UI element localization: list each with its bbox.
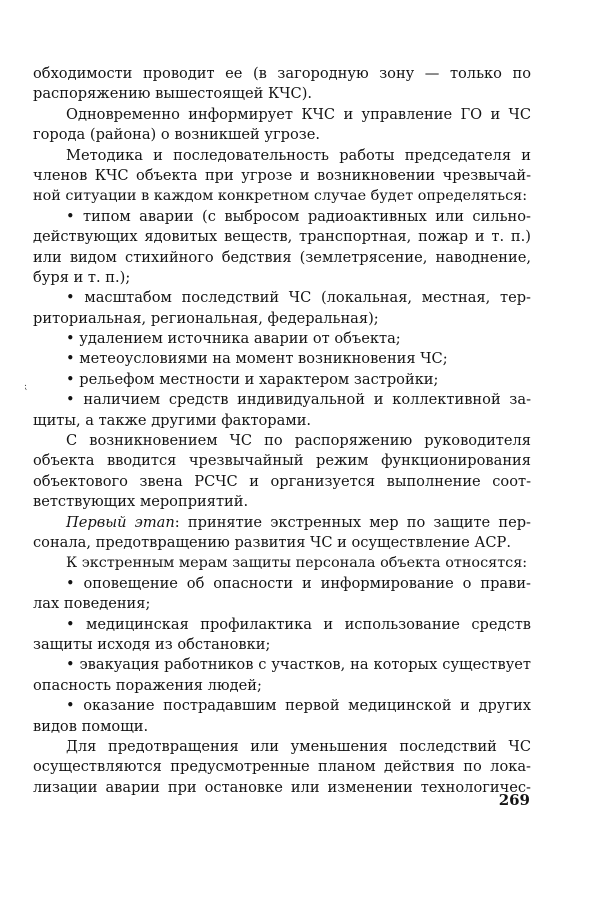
line-text: Для предотвращения или уменьшения последствий ЧС	[66, 737, 531, 755]
page-body-text	[33, 64, 531, 798]
text-line	[33, 655, 531, 675]
line-text: лах поведения;	[33, 595, 151, 613]
text-line	[33, 553, 531, 573]
text-line	[33, 615, 531, 635]
line-text: объекта вводится чрезвычайный режим функционирования	[33, 452, 531, 470]
line-text: • эвакуация работников с участков, на которых существует	[66, 656, 531, 674]
line-text: обходимости проводит ее (в загородную зону — только по	[33, 65, 531, 82]
text-line	[33, 125, 531, 145]
line-text: лизации аварии при остановке или изменении технологичес-	[33, 778, 531, 796]
text-line	[33, 472, 531, 492]
line-text: буря и т. п.);	[33, 268, 131, 286]
text-line	[33, 737, 531, 757]
line-text: осуществляются предусмотренные планом действия по лока-	[33, 758, 531, 776]
text-line	[33, 676, 531, 696]
text-line	[33, 533, 531, 553]
line-text: • оповещение об опасности и информирование о прави-	[66, 574, 531, 592]
text-line	[33, 594, 531, 614]
text-line	[33, 574, 531, 594]
line-text: • наличием средств индивидуальной и коллективной за-	[66, 391, 531, 409]
text-line	[33, 186, 531, 206]
line-text: • масштабом последствий ЧС (локальная, местная, тер-	[66, 289, 531, 307]
line-text: ветствующих мероприятий.	[33, 493, 249, 511]
margin-mark: ⁏	[24, 382, 28, 392]
line-text: щиты, а также другими факторами.	[33, 411, 312, 429]
text-line	[33, 84, 531, 104]
text-line	[33, 105, 531, 125]
line-text: • оказание пострадавшим первой медицинской и других	[66, 697, 531, 715]
text-line	[33, 513, 531, 533]
line-text: К экстренным мерам защиты персонала объекта относятся:	[66, 555, 528, 572]
line-text: риториальная, региональная, федеральная);	[33, 309, 379, 327]
text-line	[33, 227, 531, 247]
text-line	[33, 492, 531, 512]
page-number: 269	[498, 791, 530, 809]
text-line	[33, 268, 531, 288]
text-line	[33, 64, 531, 84]
line-text: действующих ядовитых веществ, транспортная, пожар и т. п.)	[33, 228, 531, 246]
text-line	[33, 166, 531, 186]
text-line	[33, 696, 531, 716]
text-line	[33, 635, 531, 655]
line-text: ной ситуации в каждом конкретном случае будет определяться:	[33, 188, 528, 205]
line-text: • метеоусловиями на момент возникновения ЧС;	[66, 350, 448, 368]
line-text: • рельефом местности и характером застройки;	[66, 370, 439, 388]
text-line	[33, 309, 531, 329]
line-text: • удалением источника аварии от объекта;	[66, 330, 401, 348]
text-line	[33, 349, 531, 369]
line-text: или видом стихийного бедствия (землетрясение, наводнение,	[33, 248, 531, 266]
line-text: : принятие экстренных мер по защите пер-	[174, 513, 531, 531]
text-line	[33, 370, 531, 390]
line-text: • медицинская профилактика и использование средств	[66, 615, 531, 633]
line-text: Методика и последовательность работы председателя и	[66, 146, 531, 164]
line-text: города (района) о возникшей угрозе.	[33, 126, 321, 144]
line-text: • типом аварии (с выбросом радиоактивных или сильно-	[66, 207, 531, 225]
line-text: объектового звена РСЧС и организуется выполнение соот-	[33, 472, 531, 490]
text-line	[33, 717, 531, 737]
line-text: сонала, предотвращению развития ЧС и осуществление АСР.	[33, 533, 512, 551]
line-text: видов помощи.	[33, 717, 149, 735]
italic-term: Первый этап	[66, 513, 175, 531]
text-line	[33, 778, 531, 798]
text-line	[33, 207, 531, 227]
line-text: Одновременно информирует КЧС и управление ГО и ЧС	[66, 105, 531, 123]
line-text: опасность поражения людей;	[33, 676, 262, 694]
text-line	[33, 431, 531, 451]
text-line	[33, 451, 531, 471]
text-line	[33, 390, 531, 410]
line-text: распоряжению вышестоящей КЧС).	[33, 85, 313, 103]
text-line	[33, 248, 531, 268]
text-line	[33, 288, 531, 308]
text-line	[33, 411, 531, 431]
line-text: С возникновением ЧС по распоряжению руководителя	[66, 432, 531, 450]
line-text: членов КЧС объекта при угрозе и возникновении чрезвычай-	[33, 166, 531, 184]
line-text: защиты исходя из обстановки;	[33, 635, 271, 653]
text-line	[33, 329, 531, 349]
text-line	[33, 146, 531, 166]
text-line	[33, 757, 531, 777]
